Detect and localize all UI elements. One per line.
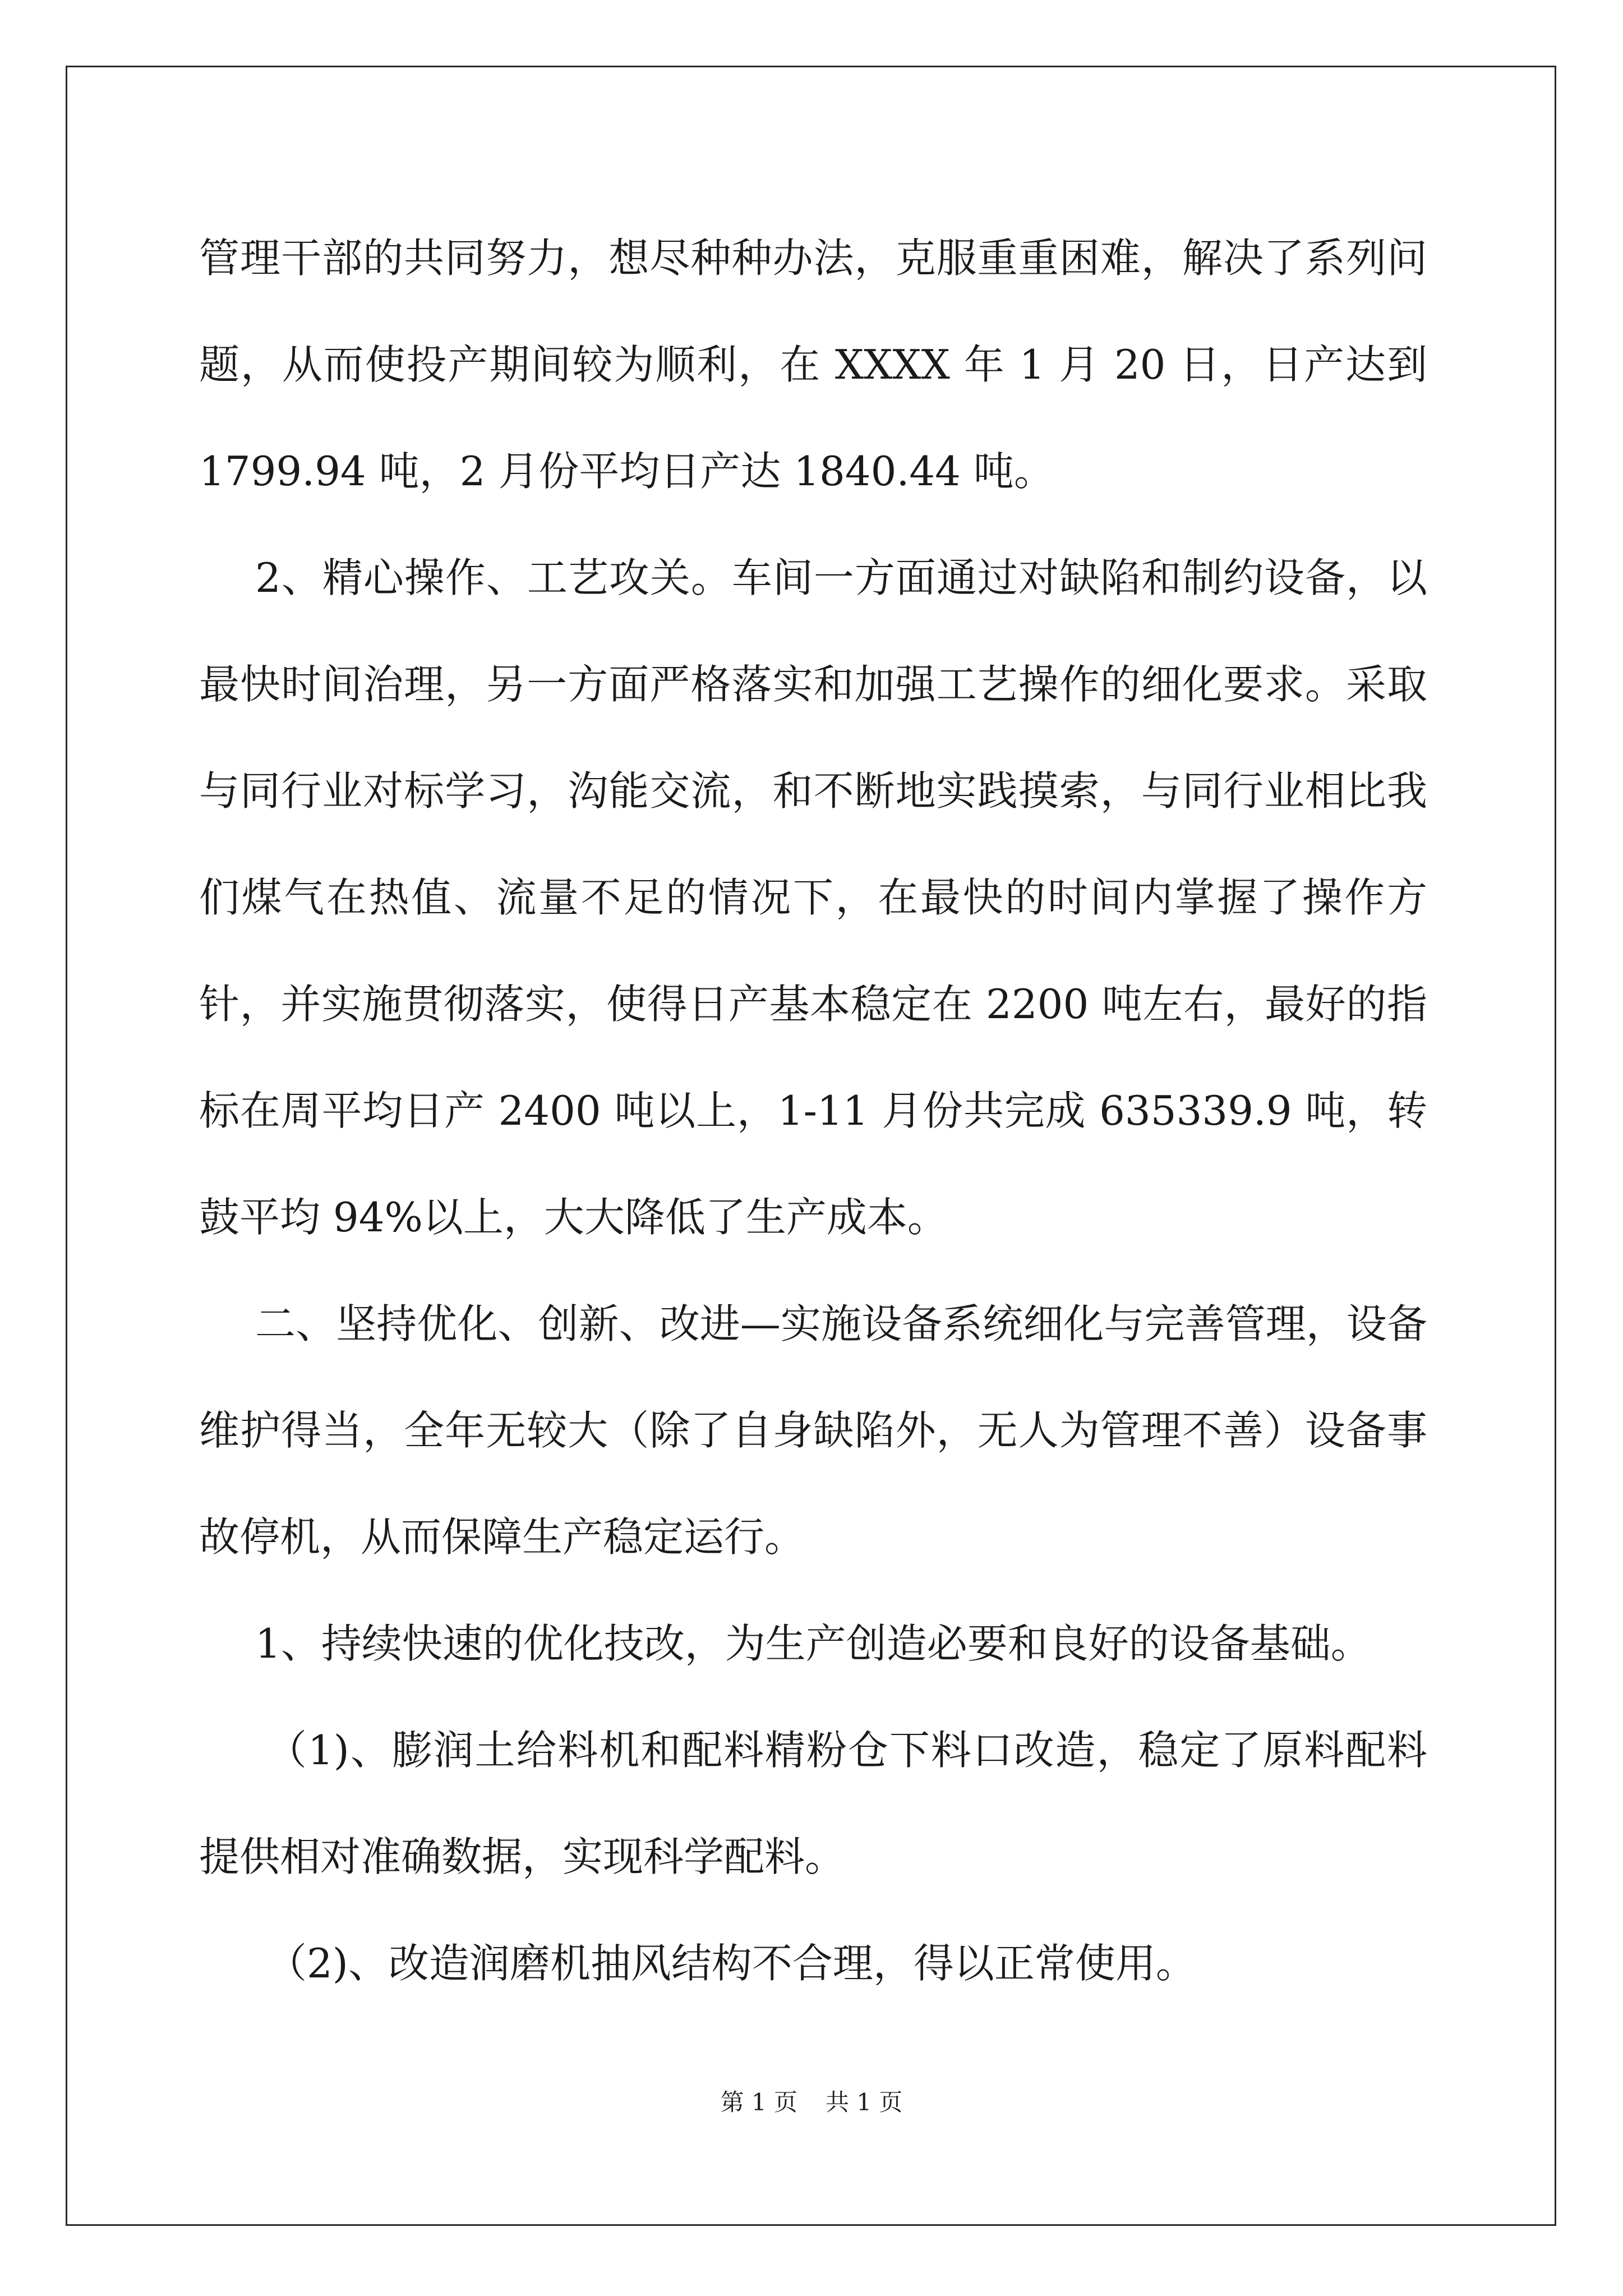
paragraph-4: 1、持续快速的优化技改，为生产创造必要和良好的设备基础。 (255, 1620, 1371, 1667)
paragraph-3: 二、坚持优化、创新、改进—实施设备系统细化与完善管理，设备维护得当，全年无较大（除了自身缺陷外，无人为管理不善）设备事故停机，从而保障生产稳定运行。 (199, 1300, 1427, 1561)
paragraph-1: 管理干部的共同努力，想尽种种办法，克服重重困难，解决了系列问题，从而使投产期间较为顺利，在 XXXX 年 1 月 20 日，日产达到 1799.94 吨，2 月份平均日产达 1840.44 吨。 (199, 234, 1427, 495)
document-body (199, 205, 1427, 2017)
paragraph-6: （2)、改造润磨机抽风结构不合理，得以正常使用。 (266, 1940, 1196, 1987)
page-footer (0, 2084, 1623, 2118)
page-number-total: 共 1 页 (826, 2088, 903, 2116)
paragraph-5: （1)、膨润土给料机和配料精粉仓下料口改造，稳定了原料配料提供相对准确数据，实现科学配料。 (199, 1727, 1427, 1880)
page-number-current: 第 1 页 (720, 2088, 797, 2116)
paragraph-2: 2、精心操作、工艺攻关。车间一方面通过对缺陷和制约设备，以最快时间治理，另一方面严格落实和加强工艺操作的细化要求。采取与同行业对标学习，沟能交流，和不断地实践摸索，与同行业相比我们煤气在热值、流量不足的情况下，在最快的时间内掌握了操作方针，并实施贯彻落实，使得日产基本稳定在 2200 吨左右，最好的指标在周平均日产 2400 吨以上，1-11 月份共完成 635339.9 吨，转鼓平均 94%以上，大大降低了生产成本。 (199, 554, 1427, 1241)
